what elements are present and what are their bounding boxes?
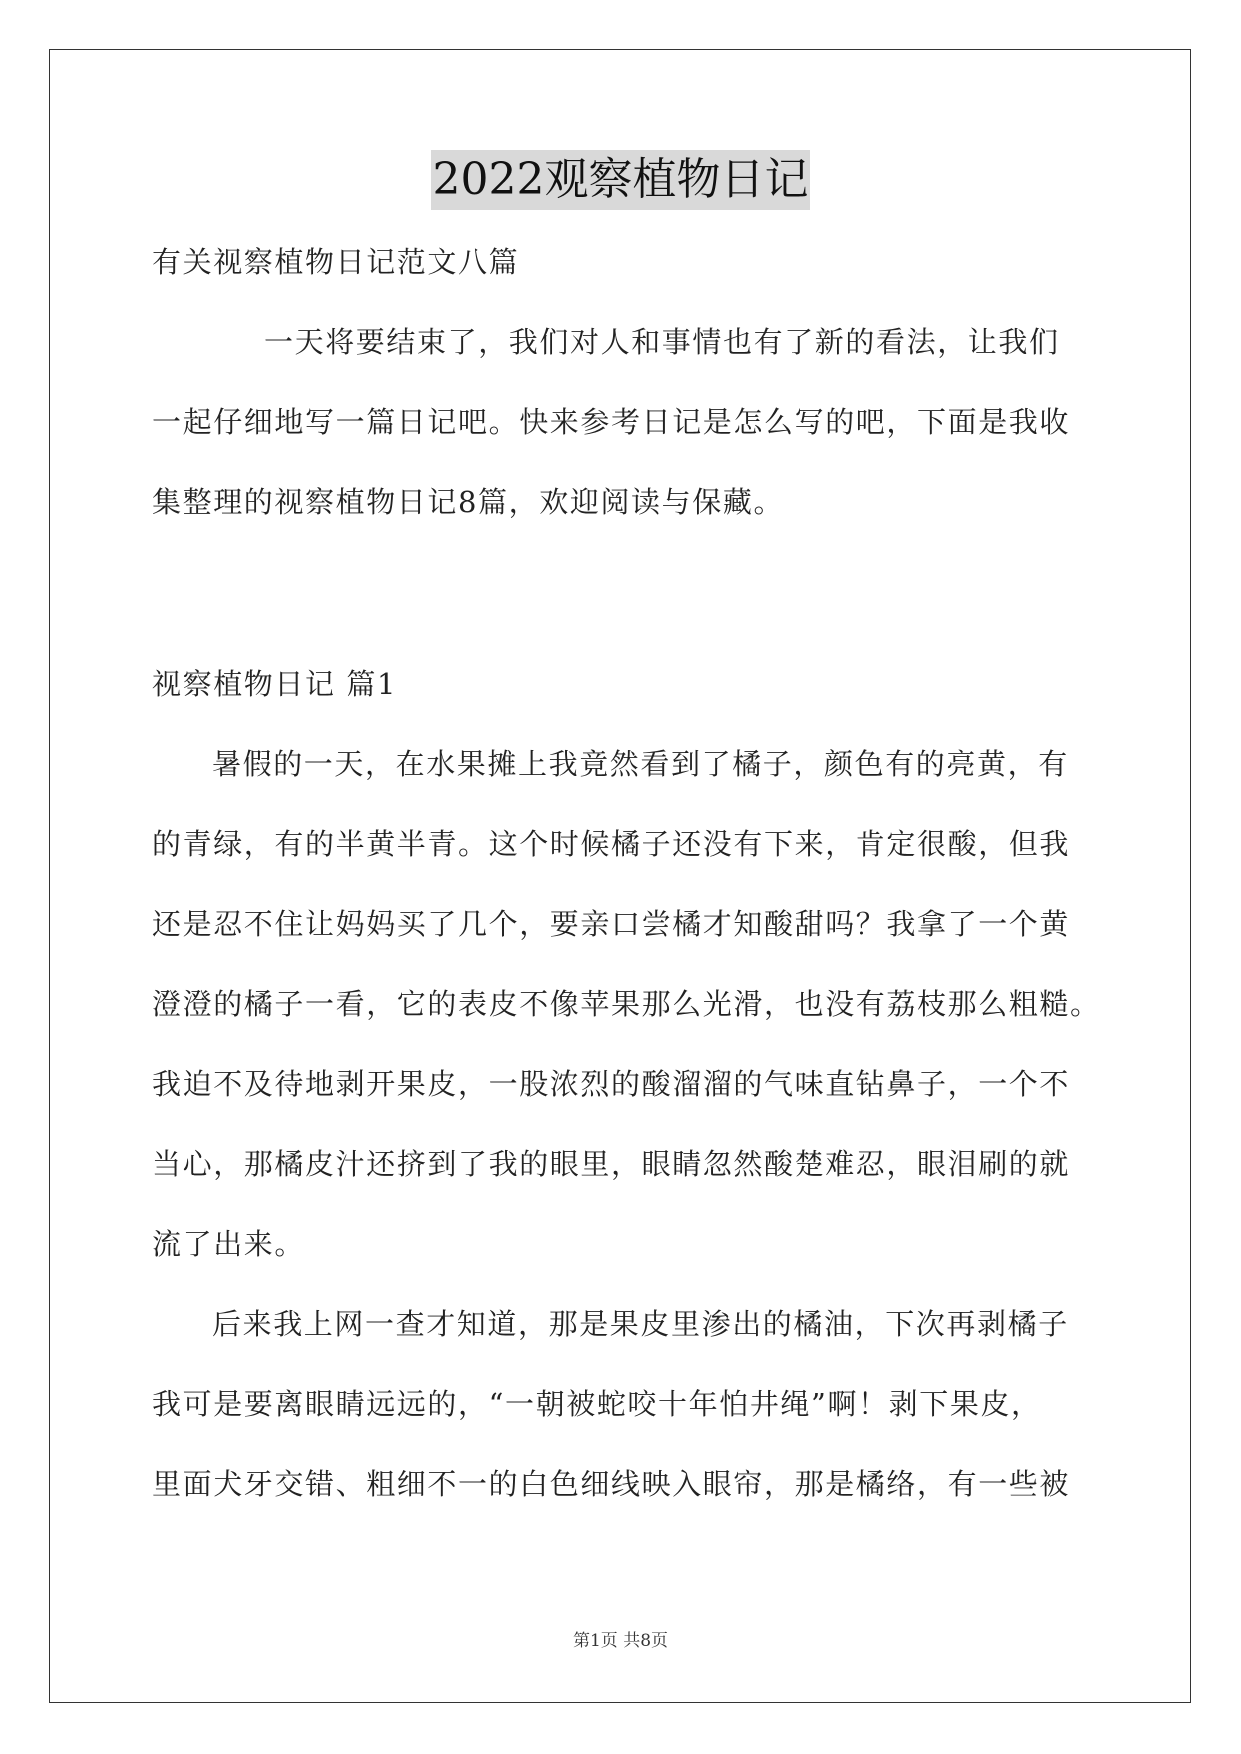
paragraph-line: 一起仔细地写一篇日记吧。快来参考日记是怎么写的吧，下面是我收 (152, 405, 1071, 439)
paragraph-line: 我迫不及待地剥开果皮，一股浓烈的酸溜溜的气味直钻鼻子，一个不 (152, 1067, 1071, 1101)
paragraph-line: 我可是要离眼睛远远的，“一朝被蛇咬十年怕井绳”啊！剥下果皮， (152, 1387, 1042, 1421)
paragraph-line: 的青绿，有的半黄半青。这个时候橘子还没有下来，肯定很酸，但我 (152, 827, 1071, 861)
subtitle: 有关视察植物日记范文八篇 (152, 245, 520, 279)
paragraph-line: 一天将要结束了，我们对人和事情也有了新的看法，让我们 (264, 325, 1060, 359)
paragraph-line: 当心，那橘皮汁还挤到了我的眼里，眼睛忽然酸楚难忍，眼泪刷的就 (152, 1147, 1071, 1181)
paragraph-line: 里面犬牙交错、粗细不一的白色细线映入眼帘，那是橘络，有一些被 (152, 1467, 1071, 1501)
document-title: 2022观察植物日记 (431, 150, 811, 210)
paragraph-line: 集整理的视察植物日记8篇，欢迎阅读与保藏。 (152, 485, 785, 519)
page-border (49, 49, 1191, 1703)
paragraph-line: 后来我上网一查才知道，那是果皮里渗出的橘油，下次再剥橘子 (212, 1307, 1069, 1341)
paragraph-line: 还是忍不住让妈妈买了几个，要亲口尝橘才知酸甜吗？我拿了一个黄 (152, 907, 1071, 941)
paragraph-line: 流了出来。 (152, 1227, 306, 1261)
paragraph-line: 暑假的一天，在水果摊上我竟然看到了橘子，颜色有的亮黄，有 (212, 747, 1069, 781)
section-heading: 视察植物日记 篇1 (152, 667, 398, 701)
paragraph-line: 澄澄的橘子一看，它的表皮不像苹果那么光滑，也没有荔枝那么粗糙。 (152, 987, 1101, 1021)
title-container (0, 150, 1241, 210)
page-number-footer: 第1页 共8页 (572, 1631, 669, 1651)
